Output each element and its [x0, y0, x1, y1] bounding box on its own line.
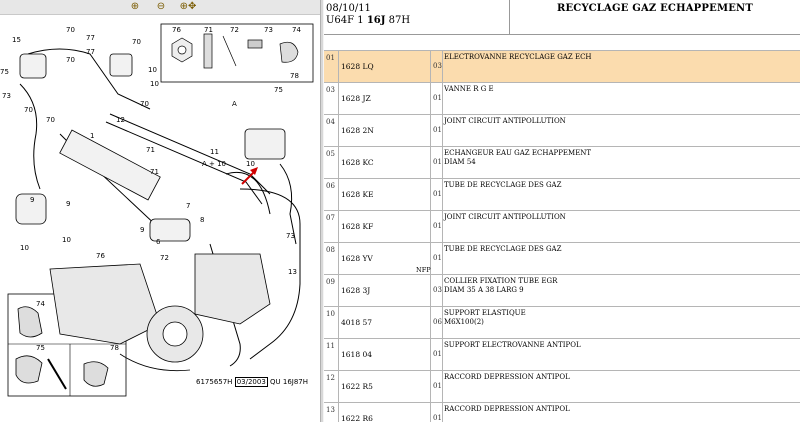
svg-text:75: 75 [274, 86, 283, 94]
part-reference[interactable]: 1628 KF [341, 222, 374, 231]
column-divider [338, 211, 339, 242]
svg-text:6: 6 [156, 238, 161, 246]
column-divider [442, 115, 443, 146]
column-divider [430, 83, 431, 114]
part-quantity: 01 [433, 158, 442, 166]
part-quantity: 01 [433, 414, 442, 422]
diagram-date: 03/2003 [236, 378, 266, 386]
svg-text:76: 76 [96, 252, 105, 260]
part-description: ELECTROVANNE RECYCLAGE GAZ ECH [444, 53, 592, 61]
column-divider [430, 147, 431, 178]
catalog-date: 08/10/11 [326, 3, 371, 14]
column-divider [338, 83, 339, 114]
part-quantity: 01 [433, 190, 442, 198]
part-row[interactable] [324, 274, 800, 306]
parts-table [324, 50, 800, 422]
part-description: RACCORD DEPRESSION ANTIPOL [444, 405, 570, 413]
zoom-out-icon[interactable]: ⊖ [156, 1, 166, 12]
svg-text:70: 70 [132, 38, 141, 46]
column-divider [442, 339, 443, 370]
column-divider [442, 211, 443, 242]
column-divider [430, 179, 431, 210]
part-row[interactable] [324, 82, 800, 114]
svg-text:73: 73 [2, 92, 11, 100]
parts-diagram[interactable] [0, 14, 320, 422]
page-title: RECYCLAGE GAZ ECHAPPEMENT [556, 3, 754, 14]
column-divider [442, 403, 443, 422]
svg-text:75: 75 [36, 344, 45, 352]
column-divider [430, 51, 431, 82]
part-quantity: 01 [433, 222, 442, 230]
part-index: 07 [326, 214, 335, 222]
part-flag: NFP [416, 266, 431, 274]
part-index: 10 [326, 310, 335, 318]
column-divider [442, 83, 443, 114]
svg-text:10: 10 [20, 244, 29, 252]
zoom-pan-icon[interactable]: ⊕✥ [179, 1, 197, 12]
part-reference[interactable]: 1628 LQ [341, 62, 374, 71]
part-reference[interactable]: 1628 YV [341, 254, 373, 263]
part-index: 05 [326, 150, 335, 158]
zoom-in-icon[interactable]: ⊕ [130, 1, 140, 12]
part-row[interactable] [324, 370, 800, 402]
part-quantity: 01 [433, 350, 442, 358]
part-reference[interactable]: 1628 JZ [341, 94, 371, 103]
svg-text:11: 11 [210, 148, 219, 156]
column-divider [442, 243, 443, 274]
part-index: 01 [326, 54, 335, 62]
column-divider [338, 147, 339, 178]
part-reference[interactable]: 1628 KE [341, 190, 374, 199]
column-divider [430, 307, 431, 338]
part-row[interactable] [324, 402, 800, 422]
part-reference[interactable]: 1628 2N [341, 126, 374, 135]
column-divider [338, 115, 339, 146]
svg-text:70: 70 [66, 56, 75, 64]
part-reference[interactable]: 1628 3J [341, 286, 371, 295]
part-reference[interactable]: 1618 04 [341, 350, 373, 359]
svg-text:10: 10 [150, 80, 159, 88]
column-divider [442, 179, 443, 210]
svg-text:8: 8 [200, 216, 205, 224]
column-divider [442, 371, 443, 402]
svg-text:70: 70 [24, 106, 33, 114]
svg-text:76: 76 [172, 26, 181, 34]
part-reference[interactable]: 1622 R5 [341, 382, 373, 391]
part-description: SUPPORT ELECTROVANNE ANTIPOL [444, 341, 581, 349]
part-reference[interactable]: 1628 KC [341, 158, 374, 167]
svg-text:13: 13 [288, 268, 297, 276]
column-divider [430, 371, 431, 402]
part-row[interactable] [324, 338, 800, 370]
vehicle-model [326, 15, 410, 26]
svg-text:75: 75 [0, 68, 9, 76]
model-engine: 16J [366, 15, 386, 26]
svg-text:9: 9 [66, 200, 71, 208]
svg-text:70: 70 [66, 26, 75, 34]
column-divider [338, 403, 339, 422]
column-divider [442, 147, 443, 178]
model-prefix: U64F 1 [326, 15, 367, 26]
part-reference[interactable]: 1622 R6 [341, 414, 373, 422]
diagram-reference-code: 6175657H [196, 378, 233, 386]
part-reference[interactable]: 4018 57 [341, 318, 373, 327]
header-rule [324, 34, 800, 35]
column-divider [338, 275, 339, 306]
column-divider [338, 371, 339, 402]
svg-text:72: 72 [230, 26, 239, 34]
column-divider [430, 403, 431, 422]
column-divider [338, 51, 339, 82]
part-index: 06 [326, 182, 335, 190]
column-divider [338, 339, 339, 370]
part-row[interactable] [324, 242, 800, 274]
part-index: 13 [326, 406, 335, 414]
part-row[interactable] [324, 306, 800, 338]
part-index: 09 [326, 278, 335, 286]
svg-text:A + 10: A + 10 [202, 160, 227, 168]
svg-text:70: 70 [140, 100, 149, 108]
part-quantity: 01 [433, 382, 442, 390]
svg-text:74: 74 [292, 26, 301, 34]
part-row[interactable] [324, 178, 800, 210]
svg-text:12: 12 [116, 116, 125, 124]
column-divider [430, 339, 431, 370]
part-description: ECHANGEUR EAU GAZ ECHAPPEMENT DIAM 54 [444, 149, 592, 166]
svg-text:78: 78 [290, 72, 299, 80]
svg-text:10: 10 [62, 236, 71, 244]
part-index: 03 [326, 86, 335, 94]
parts-list-panel [324, 0, 800, 422]
svg-text:1: 1 [90, 132, 95, 140]
part-quantity: 01 [433, 94, 442, 102]
column-divider [442, 275, 443, 306]
svg-text:10: 10 [246, 160, 255, 168]
svg-text:71: 71 [204, 26, 213, 34]
part-index: 11 [326, 342, 335, 350]
nut-hex-drawing [172, 34, 298, 68]
part-row[interactable] [324, 210, 800, 242]
part-quantity: 06 [433, 318, 442, 326]
svg-text:73: 73 [286, 232, 295, 240]
column-divider [442, 51, 443, 82]
part-description: TUBE DE RECYCLAGE DES GAZ [444, 181, 562, 189]
svg-text:70: 70 [46, 116, 55, 124]
svg-text:9: 9 [140, 226, 145, 234]
svg-text:74: 74 [36, 300, 45, 308]
part-index: 12 [326, 374, 335, 382]
part-quantity: 03 [433, 286, 442, 294]
svg-text:77: 77 [86, 34, 95, 42]
part-description: TUBE DE RECYCLAGE DES GAZ [444, 245, 562, 253]
part-description: VANNE R G E [444, 85, 494, 93]
column-divider [430, 211, 431, 242]
turbo-manifold-drawing [50, 254, 270, 371]
part-row[interactable] [324, 114, 800, 146]
part-index: 04 [326, 118, 335, 126]
part-row[interactable] [324, 50, 800, 82]
column-divider [338, 179, 339, 210]
svg-text:7: 7 [186, 202, 191, 210]
part-description: COLLIER FIXATION TUBE EGR DIAM 35 A 38 LARG 9 [444, 277, 558, 294]
column-divider [338, 243, 339, 274]
part-description: RACCORD DEPRESSION ANTIPOL [444, 373, 570, 381]
part-quantity: 03 [433, 62, 442, 70]
part-description: JOINT CIRCUIT ANTIPOLLUTION [444, 213, 566, 221]
svg-text:72: 72 [160, 254, 169, 262]
svg-text:78: 78 [110, 344, 119, 352]
svg-text:10: 10 [148, 66, 157, 74]
part-quantity: 01 [433, 126, 442, 134]
column-divider [430, 115, 431, 146]
part-index: 08 [326, 246, 335, 254]
svg-text:77: 77 [86, 48, 95, 56]
part-description: JOINT CIRCUIT ANTIPOLLUTION [444, 117, 566, 125]
svg-text:71: 71 [150, 168, 159, 176]
model-suffix: 87H [385, 15, 411, 26]
part-quantity: 01 [433, 254, 442, 262]
svg-text:71: 71 [146, 146, 155, 154]
column-divider [430, 275, 431, 306]
highlight-arrow [242, 167, 258, 184]
column-divider [338, 307, 339, 338]
part-row[interactable] [324, 146, 800, 178]
exploded-diagram-panel[interactable] [0, 0, 320, 422]
zoom-toolbar [0, 0, 320, 15]
diagram-model-code: QU 16J87H [270, 378, 309, 386]
diagram-reference [196, 378, 308, 386]
part-description: SUPPORT ELASTIQUE M6X100(2) [444, 309, 526, 326]
column-divider [442, 307, 443, 338]
svg-text:15: 15 [12, 36, 21, 44]
svg-text:73: 73 [264, 26, 273, 34]
svg-text:9: 9 [30, 196, 35, 204]
svg-text:A: A [232, 100, 237, 108]
